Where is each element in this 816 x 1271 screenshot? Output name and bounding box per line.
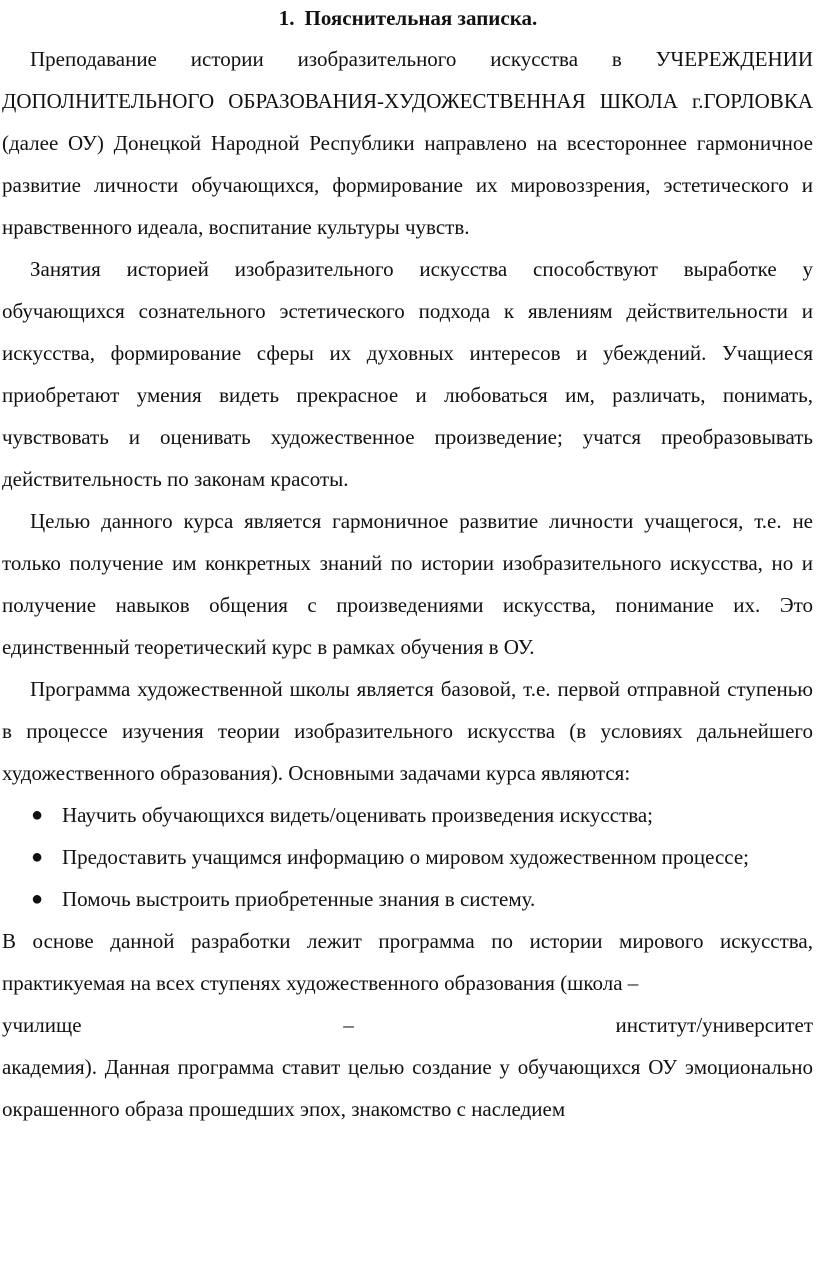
list-item-text: Научить обучающихся видеть/оценивать произведения искусства; bbox=[62, 803, 653, 827]
split-right: институт/университет bbox=[615, 1013, 813, 1037]
paragraph-classes: Занятия историей изобразительного искусства способствуют выработке у обучающихся сознательного эстетического подхода к явлениям действительности и искусства, формирование сферы их духовных интересов и убеждений. Учащиеся приобретают умения видеть прекрасное и любоваться им, различать, понимать, чувствовать и оценивать художественное произведение; учатся преобразовывать действительность по законам красоты. bbox=[2, 257, 813, 491]
bullet-icon: ● bbox=[30, 888, 44, 910]
paragraph-intro: Преподавание истории изобразительного искусства в УЧЕРЕЖДЕНИИ ДОПОЛНИТЕЛЬНОГО ОБРАЗОВАНИЯ-ХУДОЖЕСТВЕННАЯ ШКОЛА г.ГОРЛОВКА (далее ОУ) Донецкой Народной Республики направлено на всестороннее гармоничное развитие личности обучающихся, формирование их мировоззрения, эстетического и нравственного идеала, воспитание культуры чувств. bbox=[2, 47, 813, 239]
section-heading bbox=[0, 6, 816, 30]
paragraph-basis-line1: В основе данной разработки лежит программа по истории мирового искусства, практикуемая на всех ступенях художественного образования (школа – bbox=[2, 929, 813, 995]
heading-number: 1. bbox=[278, 6, 295, 30]
body-text bbox=[2, 38, 813, 1130]
bullet-icon: ● bbox=[30, 804, 44, 826]
list-item-text: Помочь выстроить приобретенные знания в систему. bbox=[62, 887, 536, 911]
list-item bbox=[2, 878, 813, 920]
task-list bbox=[2, 794, 813, 920]
list-item bbox=[2, 836, 813, 878]
heading-title: Пояснительная записка. bbox=[304, 6, 538, 30]
paragraph-goal: Целью данного курса является гармоничное развитие личности учащегося, т.е. не только получение им конкретных знаний по истории изобразительного искусства, но и получение навыков общения с произведениями искусства, понимание их. Это единственный теоретический курс в рамках обучения в ОУ. bbox=[2, 509, 813, 659]
list-item-text: Предоставить учащимся информацию о мировом художественном процессе; bbox=[62, 845, 750, 869]
bullet-icon: ● bbox=[30, 846, 44, 868]
paragraph-basis-line3: академия). Данная программа ставит целью создание у обучающихся ОУ эмоционально окрашенного образа прошедших эпох, знакомство с наследием bbox=[2, 1055, 813, 1121]
paragraph-program: Программа художественной школы является базовой, т.е. первой отправной ступенью в процессе изучения теории изобразительного искусства (в условиях дальнейшего художественного образования). Основными задачами курса являются: bbox=[2, 677, 813, 785]
paragraph-basis-line2 bbox=[2, 1004, 813, 1046]
list-item bbox=[2, 794, 813, 836]
split-left: училище bbox=[2, 1013, 82, 1037]
split-middle: – bbox=[343, 1013, 354, 1037]
